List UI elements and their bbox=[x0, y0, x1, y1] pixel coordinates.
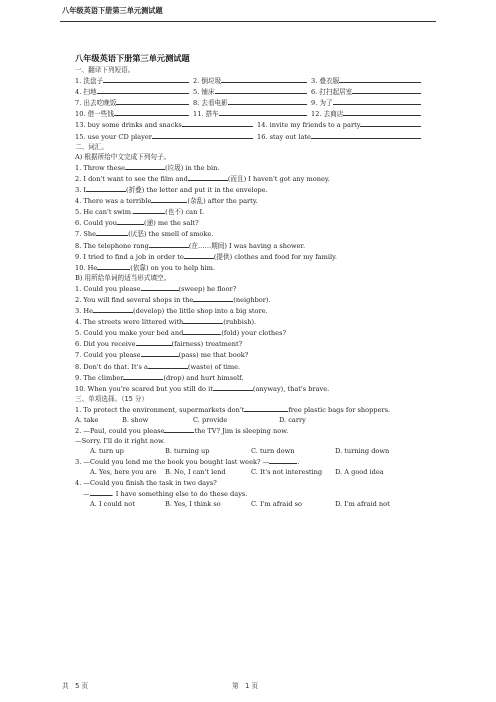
option-d[interactable]: D. turning down bbox=[335, 447, 390, 456]
answer-blank[interactable] bbox=[117, 217, 144, 225]
sentence-item: 5. He can't swim. (也不) can I. bbox=[75, 208, 205, 217]
option-d[interactable]: D. carry bbox=[279, 416, 306, 424]
answer-blank[interactable] bbox=[184, 251, 214, 259]
sentence-item: 9. The climber (drop) and hurt himself. bbox=[75, 373, 244, 382]
answer-blank[interactable] bbox=[93, 305, 133, 313]
sentence-item: 6. Could you (递) me the salt? bbox=[75, 219, 199, 228]
phrase-item: 12. 去商店 bbox=[311, 108, 425, 119]
part-b-sentences bbox=[75, 283, 425, 394]
sentence-item: 6. Did you receive (fairness) treatment? bbox=[75, 340, 243, 349]
sentence-item: 1. Could you please (sweep) he floor? bbox=[75, 284, 237, 293]
page-title: 八年级英语下册第三单元测试题 bbox=[75, 53, 190, 63]
sentence-item: 5. Could you make your bed and (fold) your clothes? bbox=[75, 329, 286, 338]
phrase-item: 10. 借一些钱 bbox=[75, 108, 193, 119]
section-3-heading: 三、单项选择。（15 分） bbox=[75, 394, 149, 403]
option-b[interactable]: B. show bbox=[122, 416, 149, 424]
answer-blank[interactable] bbox=[114, 108, 189, 116]
answer-blank[interactable] bbox=[183, 316, 223, 324]
answer-blank[interactable] bbox=[149, 240, 189, 248]
section-2-heading: 二、词汇。 bbox=[75, 142, 108, 151]
phrase-row bbox=[75, 86, 425, 97]
question-1-options bbox=[75, 415, 425, 425]
question-1: 1. To protect the environment, supermarkets don't free plastic bags for shoppers. bbox=[75, 405, 391, 414]
sentence-item: 4. The streets were littered with (rubbish). bbox=[75, 318, 257, 327]
answer-blank[interactable] bbox=[90, 488, 112, 496]
option-a[interactable]: A. take bbox=[75, 416, 99, 424]
sentence-item: 9. I tried to find a job in order to (提供) clothes and food for my family. bbox=[75, 252, 338, 261]
option-c[interactable]: C. provide bbox=[193, 416, 228, 424]
sentence-item: 1. Throw these (垃圾) in the bin. bbox=[75, 163, 220, 172]
answer-blank[interactable] bbox=[152, 131, 253, 139]
sentence-item: 8. Don't do that. It's a (waste) of time. bbox=[75, 362, 241, 371]
answer-blank[interactable] bbox=[164, 425, 194, 433]
part-a-heading: A) 根据所给中文完成下列句子。 bbox=[75, 152, 171, 161]
answer-blank[interactable] bbox=[352, 86, 421, 94]
phrase-item: 1. 洗盘子 bbox=[75, 75, 193, 86]
phrase-item: 15. use your CD player bbox=[75, 131, 257, 142]
answer-blank[interactable] bbox=[215, 86, 307, 94]
sentence-item: 7. She (厌恶) the smell of smoke. bbox=[75, 230, 214, 239]
answer-blank[interactable] bbox=[333, 97, 421, 105]
question-4-reply: — . I have something else to do these days. bbox=[83, 489, 248, 498]
question-3-options bbox=[75, 467, 425, 477]
answer-blank[interactable] bbox=[339, 75, 421, 83]
answer-blank[interactable] bbox=[213, 383, 253, 391]
question-2: 2. —Paul, could you please the TV? Jim is sleeping now. bbox=[75, 427, 289, 436]
section-1-heading: 一、翻译下列短语。 bbox=[75, 66, 135, 74]
answer-blank[interactable] bbox=[183, 327, 221, 335]
answer-blank[interactable] bbox=[151, 195, 187, 203]
option-d[interactable]: D. I'm afraid not bbox=[335, 499, 390, 508]
option-a[interactable]: A. Yes, here you are bbox=[90, 468, 157, 477]
phrase-item: 6. 打扫起居室 bbox=[311, 86, 425, 97]
page-number: 第 1 页 bbox=[232, 682, 259, 690]
section-1-phrases-english bbox=[75, 119, 425, 141]
sentence-item: 8. The telephone rang (在……期间) I was having a shower. bbox=[75, 241, 306, 250]
answer-blank[interactable] bbox=[97, 262, 130, 270]
answer-blank[interactable] bbox=[182, 119, 253, 127]
answer-blank[interactable] bbox=[125, 162, 165, 170]
answer-blank[interactable] bbox=[116, 97, 189, 105]
phrase-item: 8. 去看电影 bbox=[193, 97, 311, 108]
phrase-row bbox=[75, 108, 425, 119]
question-3: 3. —Could you lend me the book you bought last week? — . bbox=[75, 458, 300, 467]
answer-blank[interactable] bbox=[96, 228, 128, 236]
section-1-phrases bbox=[75, 75, 425, 119]
answer-blank[interactable] bbox=[343, 108, 421, 116]
option-a[interactable]: A. I could not bbox=[90, 499, 135, 508]
part-a-sentences bbox=[75, 162, 425, 273]
phrase-item: 2. 倒垃圾 bbox=[193, 75, 311, 86]
sentence-item: 7. Could you please (pass) me that book? bbox=[75, 351, 249, 360]
sentence-item: 10. When you're scared but you still do it (anyway), that's brave. bbox=[75, 384, 330, 393]
phrase-item: 5. 铺床 bbox=[193, 86, 311, 97]
answer-blank[interactable] bbox=[86, 184, 126, 192]
option-c[interactable]: C. turn down bbox=[251, 447, 295, 456]
worksheet bbox=[75, 52, 425, 509]
phrase-item: 13. buy some drinks and snacks bbox=[75, 119, 257, 130]
sentence-item: 4. There was a terrible (杂乱) after the party. bbox=[75, 197, 258, 206]
phrase-item: 16. stay out late bbox=[257, 131, 425, 142]
phrase-item: 3. 叠衣服 bbox=[311, 75, 425, 86]
answer-blank[interactable] bbox=[123, 372, 163, 380]
answer-blank[interactable] bbox=[141, 349, 179, 357]
phrase-item: 11. 搭车 bbox=[193, 108, 311, 119]
option-c[interactable]: C. I'm afraid so bbox=[251, 499, 303, 508]
phrase-item: 4. 扫地 bbox=[75, 86, 193, 97]
option-a[interactable]: A. turn up bbox=[90, 447, 124, 456]
phrase-row bbox=[75, 97, 425, 108]
answer-blank[interactable] bbox=[193, 294, 233, 302]
sentence-item: 3. I (折叠) the letter and put it in the envelope. bbox=[75, 186, 268, 195]
phrase-row bbox=[75, 75, 425, 86]
option-b[interactable]: B. Yes, I think so bbox=[165, 499, 221, 508]
question-4: 4. —Could you finish the task in two days? bbox=[75, 478, 217, 487]
option-b[interactable]: B. No, I can't lend bbox=[165, 468, 226, 477]
running-header: 八年级英语下册第三单元测试题 bbox=[62, 6, 163, 15]
question-2-reply: —Sorry. I'll do it right now. bbox=[75, 437, 165, 446]
answer-blank[interactable] bbox=[141, 283, 179, 291]
phrase-item: 9. 为了 bbox=[311, 97, 425, 108]
sentence-item: 10. He (依靠) on you to help him. bbox=[75, 263, 216, 272]
page-count: 共 5 页 bbox=[62, 682, 89, 690]
sentence-item: 2. You will find several shops in the (neighbor). bbox=[75, 295, 271, 304]
phrase-item: 14. invite my friends to a party bbox=[257, 119, 425, 130]
option-c[interactable]: C. It's not interesting bbox=[251, 468, 323, 477]
sentence-item: 3. He (develop) the little shop into a big store. bbox=[75, 307, 268, 316]
phrase-row bbox=[75, 119, 425, 130]
question-2-options bbox=[75, 446, 425, 456]
question-4-options bbox=[75, 499, 425, 509]
answer-blank[interactable] bbox=[103, 75, 189, 83]
phrase-row bbox=[75, 131, 425, 142]
option-d[interactable]: D. A good idea bbox=[335, 468, 384, 477]
header-rule bbox=[60, 21, 436, 22]
option-b[interactable]: B. turning up bbox=[165, 447, 210, 456]
answer-blank[interactable] bbox=[244, 404, 288, 412]
answer-blank[interactable] bbox=[311, 131, 421, 139]
answer-blank[interactable] bbox=[219, 108, 307, 116]
part-b-heading: B) 用所给单词的适当形式填空。 bbox=[75, 273, 171, 282]
answer-blank[interactable] bbox=[228, 97, 307, 105]
answer-blank[interactable] bbox=[360, 119, 421, 127]
answer-blank[interactable] bbox=[148, 361, 188, 369]
answer-blank[interactable] bbox=[188, 173, 228, 181]
answer-blank[interactable] bbox=[136, 338, 172, 346]
sentence-item: 2. I don't want to see the film and (而且) I haven't got any money. bbox=[75, 174, 330, 183]
answer-blank[interactable] bbox=[221, 75, 307, 83]
answer-blank[interactable] bbox=[97, 86, 189, 94]
answer-blank[interactable] bbox=[269, 456, 297, 464]
answer-blank[interactable] bbox=[133, 206, 165, 214]
phrase-item: 7. 出去吃晚饭 bbox=[75, 97, 193, 108]
